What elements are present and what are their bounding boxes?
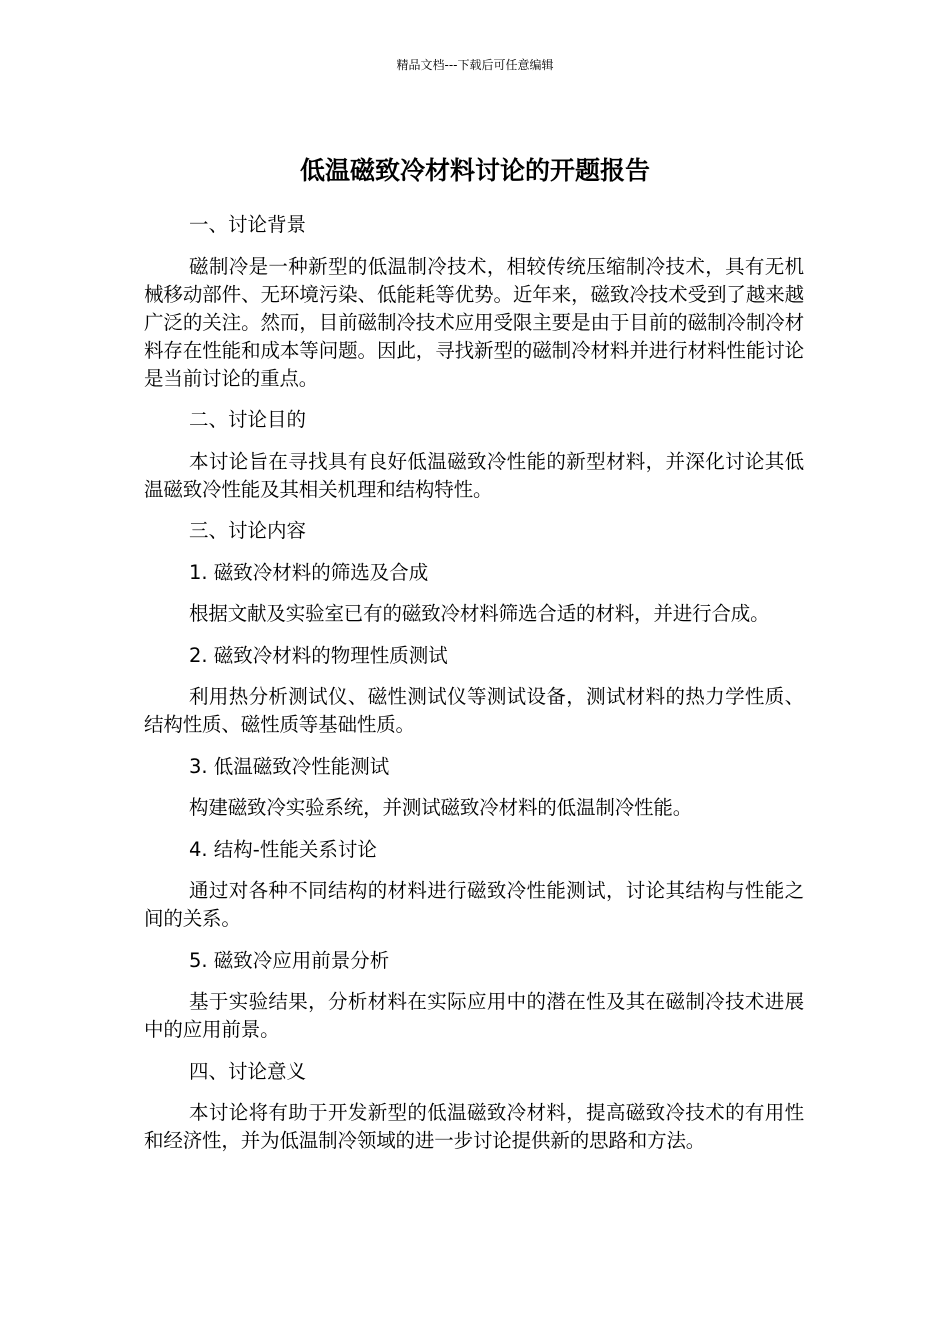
document-body: [144, 211, 804, 1169]
section-heading-background: 一、讨论背景: [189, 213, 307, 236]
document-title: 低温磁致冷材料讨论的开题报告: [299, 155, 650, 185]
section-paragraph-significance: 本讨论将有助于开发新型的低温磁致冷材料，提高磁致冷技术的有用性和经济性，并为低温制冷领域的进一步讨论提供新的思路和方法。: [144, 1101, 804, 1152]
content-item-text-1: 根据文献及实验室已有的磁致冷材料筛选合适的材料，并进行合成。: [189, 602, 770, 625]
content-item-title-1: 1. 磁致冷材料的筛选及合成: [189, 560, 429, 584]
section-paragraph-background: 磁制冷是一种新型的低温制冷技术，相较传统压缩制冷技术，具有无机械移动部件、无环境污染、低能耗等优势。近年来，磁致冷技术受到了越来越广泛的关注。然而，目前磁制冷技术应用受限主要是由于目前的磁制冷制冷材料存在性能和成本等问题。因此，寻找新型的磁制冷材料并进行材料性能讨论是当前讨论的重点。: [144, 254, 804, 390]
content-item-title-5: 5. 磁致冷应用前景分析: [189, 948, 390, 972]
content-item-text-3: 构建磁致冷实验系统，并测试磁致冷材料的低温制冷性能。: [189, 796, 693, 819]
content-item-title-4: 4. 结构-性能关系讨论: [189, 837, 377, 861]
content-item-text-4: 通过对各种不同结构的材料进行磁致冷性能测试，讨论其结构与性能之间的关系。: [144, 879, 804, 930]
content-item-text-5: 基于实验结果，分析材料在实际应用中的潜在性及其在磁制冷技术进展中的应用前景。: [144, 990, 804, 1041]
header-watermark: 精品文档---下载后可任意编辑: [396, 58, 554, 72]
section-paragraph-purpose: 本讨论旨在寻找具有良好低温磁致冷性能的新型材料，并深化讨论其低温磁致冷性能及其相关机理和结构特性。: [144, 449, 804, 501]
content-item-title-3: 3. 低温磁致冷性能测试: [189, 754, 390, 778]
content-item-text-2: 利用热分析测试仪、磁性测试仪等测试设备，测试材料的热力学性质、结构性质、磁性质等基础性质。: [144, 685, 804, 736]
section-heading-significance: 四、讨论意义: [189, 1059, 307, 1083]
section-heading-content: 三、讨论内容: [189, 519, 307, 542]
content-item-title-2: 2. 磁致冷材料的物理性质测试: [189, 643, 448, 667]
section-heading-purpose: 二、讨论目的: [189, 408, 307, 431]
